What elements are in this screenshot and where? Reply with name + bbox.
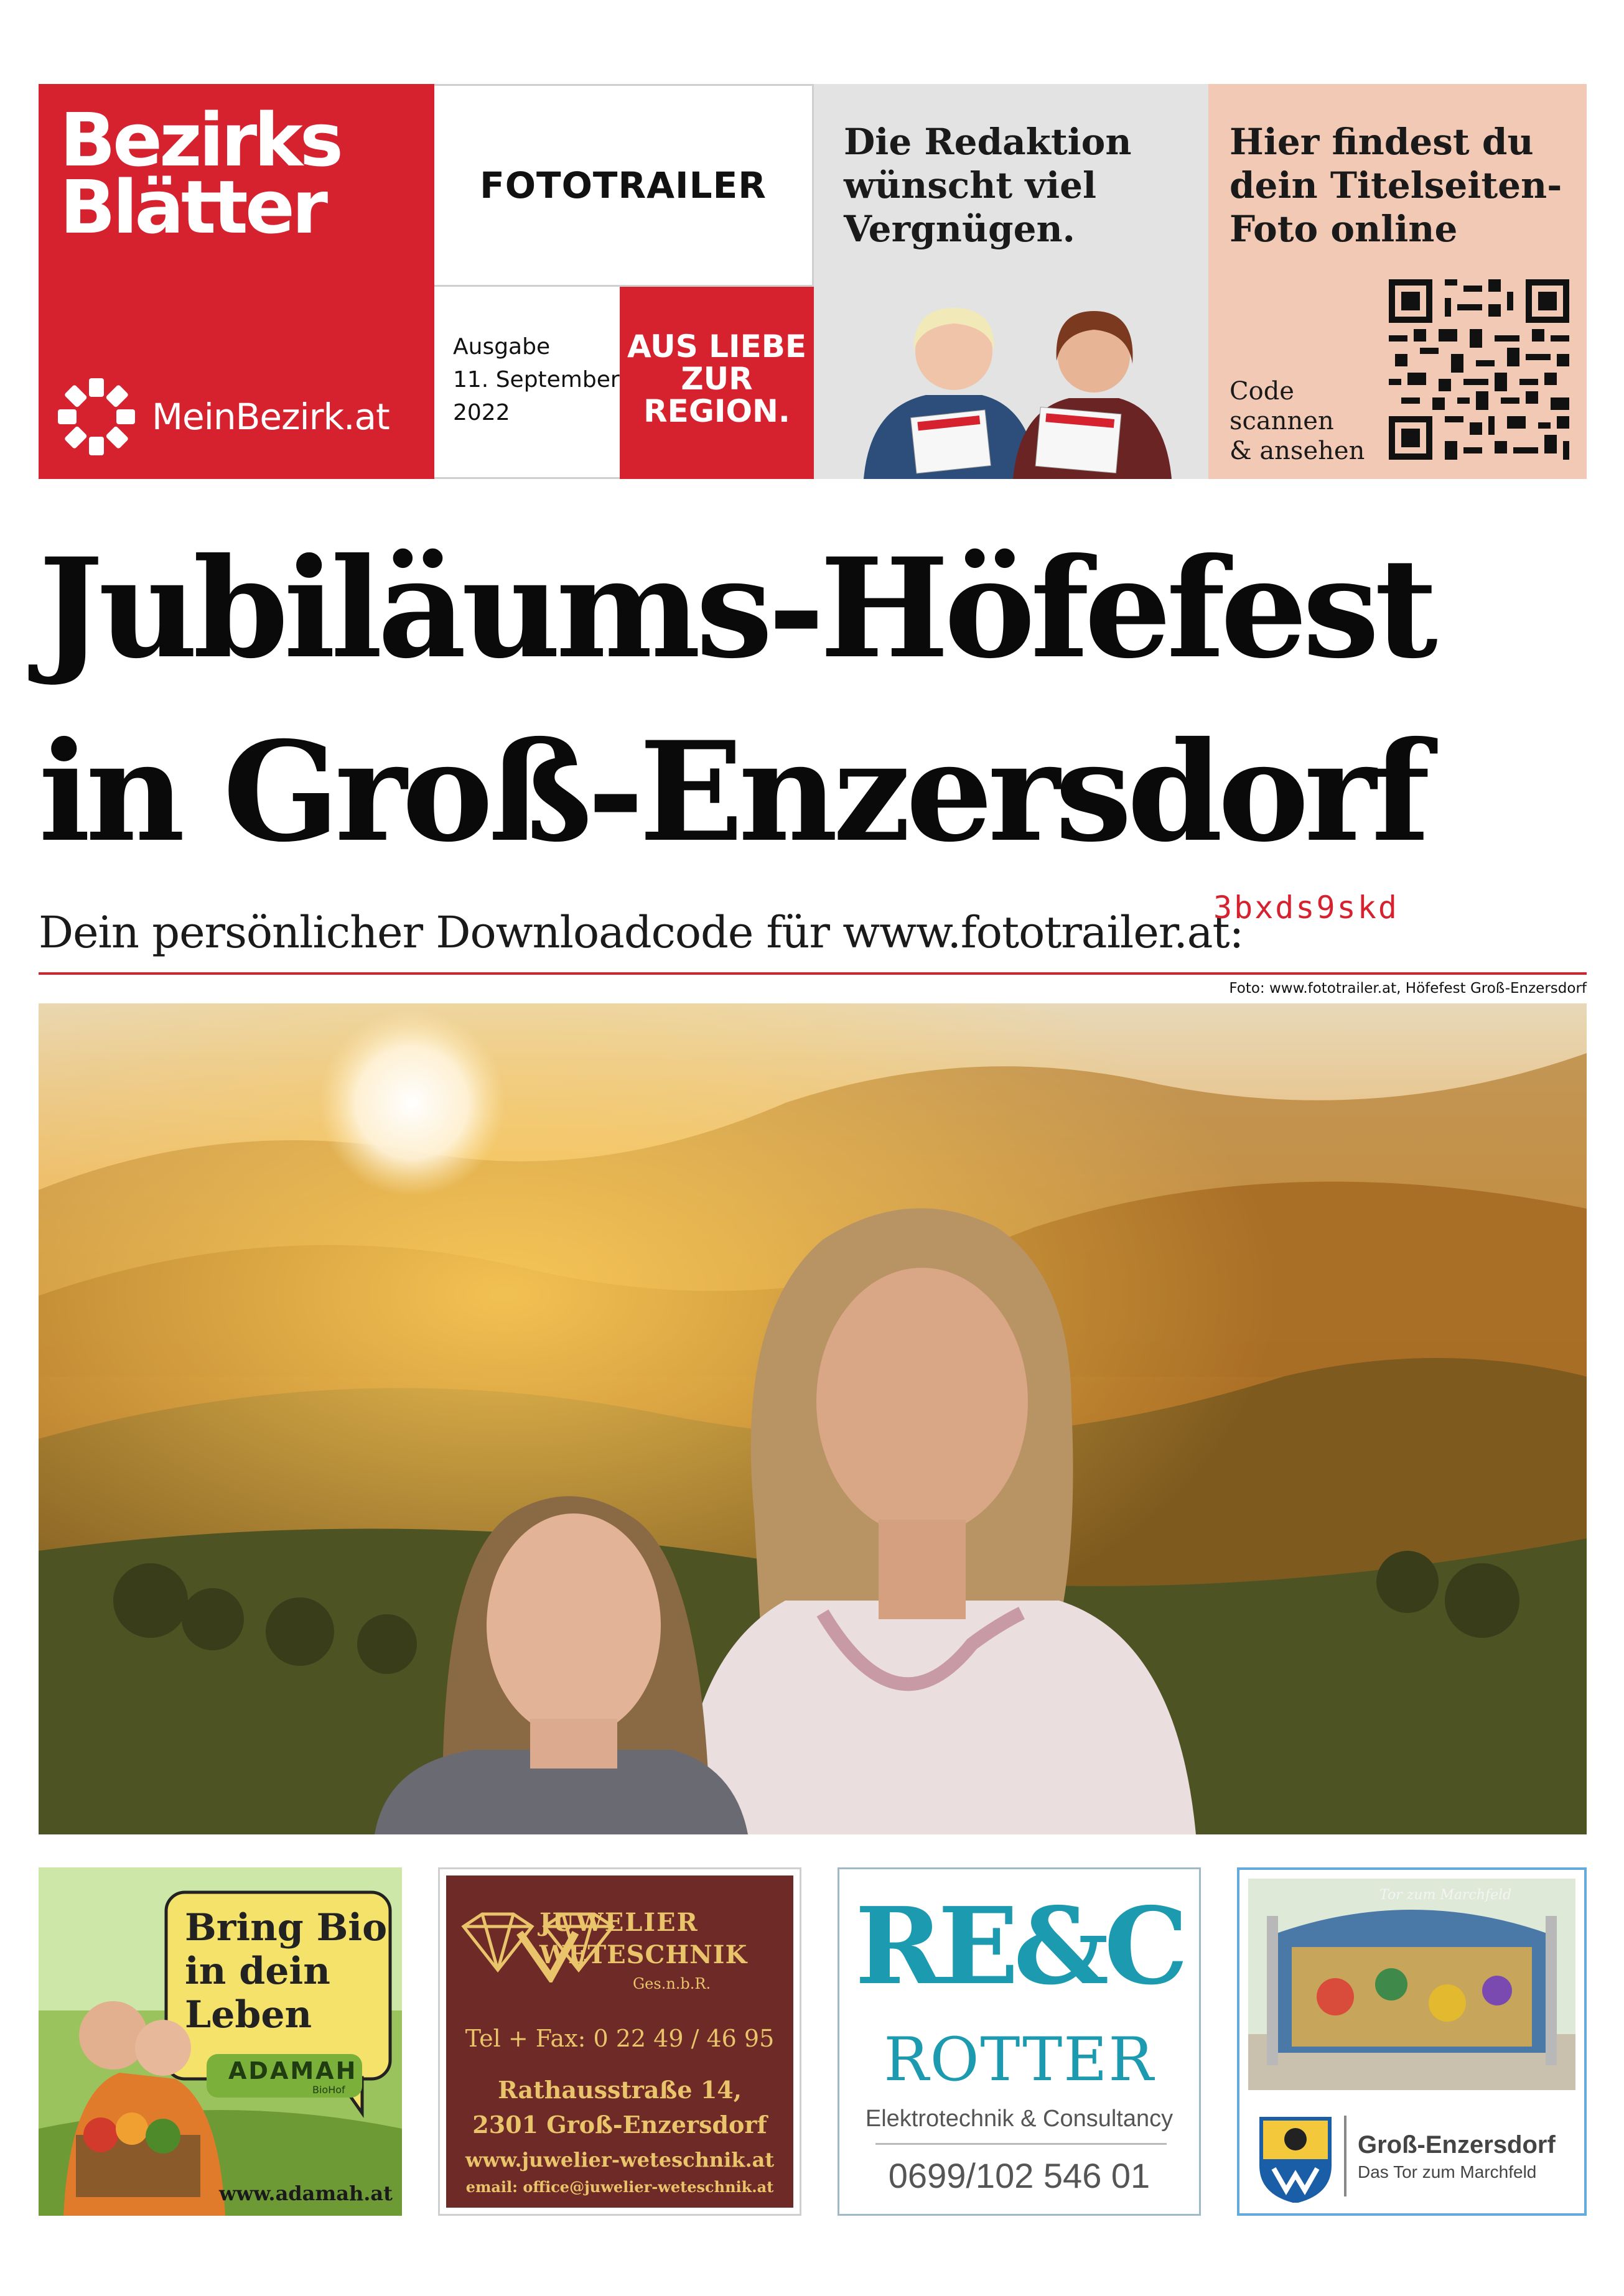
editors-photo [851,289,1175,479]
redaktion-line-1: Die Redaktion [844,121,1132,163]
juwelier-ad[interactable] [438,1867,801,2216]
meinbezirk-row [56,376,390,457]
rotter-logo: RE&C [855,1884,1183,2009]
juwelier-line-1: JUWELIER [539,1908,699,1937]
scan-line-1: Code [1230,377,1294,406]
logo-line-1: Bezirks [60,97,341,183]
adamah-line-1: Bring Bio [185,1906,388,1950]
rotter-divider [875,2143,1167,2145]
slogan-line-1: AUS LIEBE [627,328,807,365]
online-box [1208,84,1587,479]
gross-title: Groß-Enzersdorf [1358,2131,1556,2159]
adamah-brand: ADAMAH [228,2057,358,2085]
photo-scene [39,1003,1587,1834]
gross-subtitle: Das Tor zum Marchfeld [1358,2162,1537,2182]
tor-sign: Tor zum Marchfeld [1379,1887,1512,1903]
issue-label: Ausgabe [453,334,551,360]
online-line-3: Foto online [1230,208,1458,250]
scan-hint [1230,376,1365,466]
gross-enzersdorf-ad[interactable] [1237,1867,1587,2216]
download-code[interactable]: 3bxds9skd [1213,890,1399,926]
redaktion-box [814,84,1208,479]
juwelier-line-2: WETESCHNIK [539,1940,748,1969]
sunburst-icon [56,376,137,457]
rotter-ad[interactable] [838,1867,1201,2216]
scan-line-2: scannen [1230,407,1334,435]
adamah-slogan [185,1906,387,2037]
redaktion-line-3: Vergnügen. [844,208,1075,250]
juwelier-line-3: Ges.n.b.R. [633,1975,711,1992]
slogan-line-3: REGION. [643,393,790,429]
download-label: Dein persönlicher Downloadcode für www.fototrailer.at: [39,907,1244,958]
photo-credit: Foto: www.fototrailer.at, Höfefest Groß-Enzersdorf [1229,980,1587,997]
divider-rule [39,972,1587,975]
adamah-line-3: Leben [185,1993,312,2037]
adamah-line-2: in dein [185,1950,330,1993]
juwelier-street: Rathausstraße 14, [498,2076,742,2104]
slogan-box [620,287,814,479]
logo-line-2: Blätter [60,164,325,250]
issue-info [434,287,620,479]
online-line-2: dein Titelseiten- [1230,164,1562,207]
headline [39,516,1433,883]
title-photo [39,1003,1587,1834]
adamah-sub: BioHof [312,2084,345,2096]
redaktion-line-2: wünscht viel [844,164,1097,207]
fototrailer-box [434,84,814,287]
coat-of-arms-icon [1258,2116,1333,2203]
juwelier-web[interactable]: www.juwelier-weteschnik.at [465,2148,775,2172]
headline-line-1: Jubiläums-Höfefest [39,528,1433,689]
juwelier-city: 2301 Groß-Enzersdorf [472,2111,767,2139]
tor-monument-photo [1248,1879,1575,2090]
redaktion-message [844,120,1132,251]
rotter-phone: 0699/102 546 01 [888,2156,1150,2195]
scan-line-3: & ansehen [1230,437,1365,465]
rotter-name: ROTTER [884,2025,1155,2094]
bezirksblaetter-logo-block [39,84,434,479]
adamah-ad[interactable] [39,1867,402,2216]
online-line-1: Hier findest du [1230,121,1534,163]
online-message [1230,120,1562,251]
juwelier-phone: Tel + Fax: 0 22 49 / 46 95 [465,2025,775,2052]
slogan-line-2: ZUR [681,361,753,397]
issue-date: 11. September [453,367,620,393]
adamah-url[interactable]: www.adamah.at [219,2182,393,2205]
juwelier-email[interactable]: email: office@juwelier-weteschnik.at [465,2178,774,2196]
meinbezirk-link[interactable]: MeinBezirk.at [152,396,390,438]
gross-divider [1344,2116,1346,2196]
juwelier-ad-panel [446,1875,793,2208]
rotter-tagline: Elektrotechnik & Consultancy [865,2106,1174,2132]
headline-line-2: in Groß-Enzersdorf [39,711,1426,872]
fototrailer-label: FOTOTRAILER [480,164,767,207]
bezirksblaetter-logo [60,97,341,250]
issue-year: 2022 [453,400,510,425]
qr-code-icon[interactable] [1389,279,1569,460]
